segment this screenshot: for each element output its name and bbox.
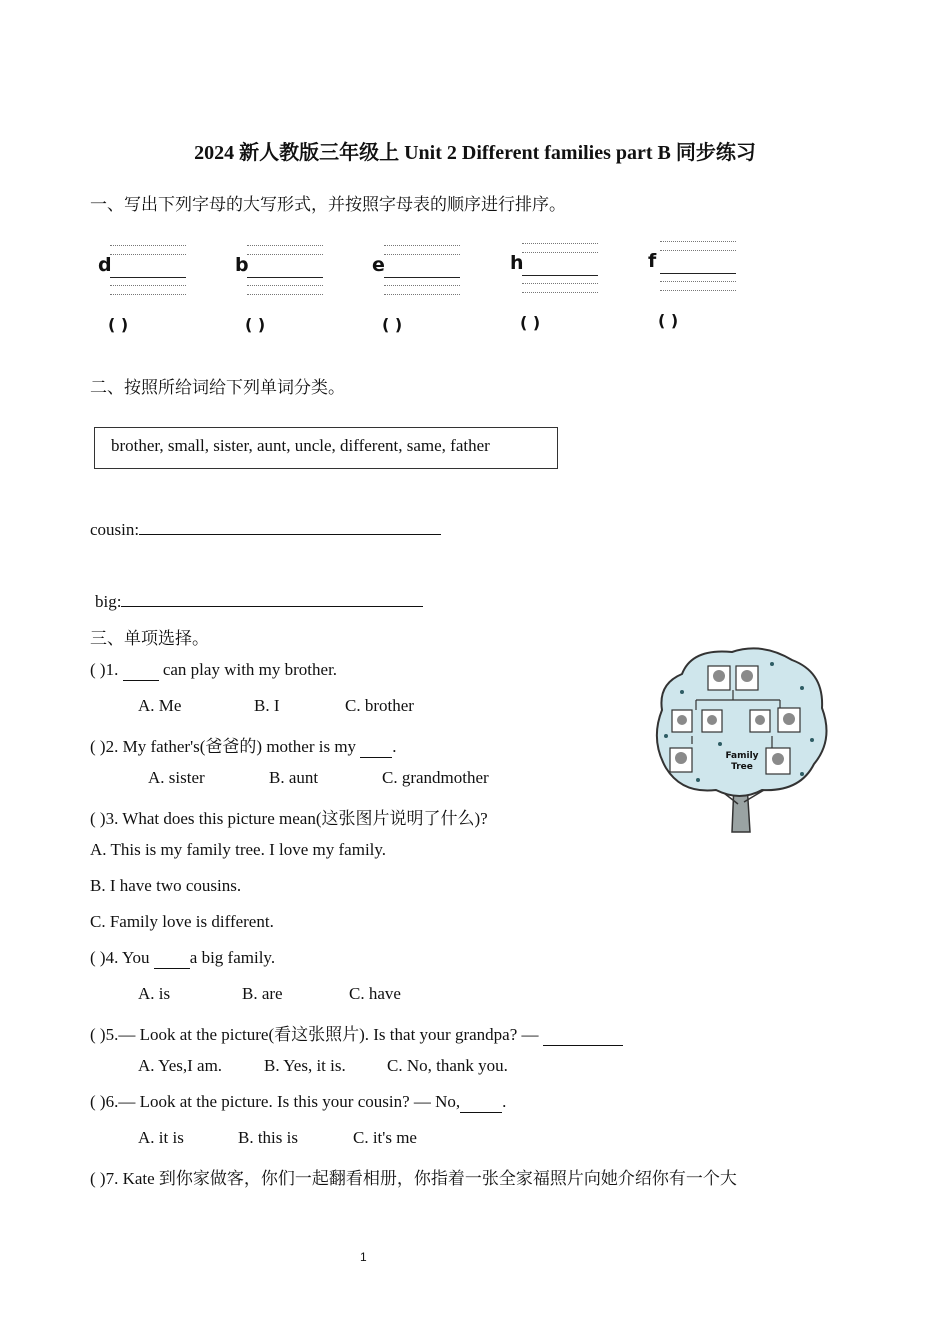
letter-item-h (506, 238, 616, 348)
category-big (95, 588, 423, 612)
question-text: 5.— Look at the picture(看这张照片). Is that your grandpa? — (105, 1025, 543, 1044)
question-4-options (138, 984, 401, 1004)
section2-heading: 二、按照所给词给下列单词分类。 (90, 378, 345, 397)
option-c: C. No, thank you. (387, 1056, 508, 1075)
answer-paren[interactable]: ( ) (658, 311, 679, 330)
section3-heading: 三、单项选择。 (90, 629, 209, 648)
answer-paren[interactable]: ( ) (90, 737, 106, 756)
tree-label-line1: Family (725, 751, 759, 761)
letter-item-f (644, 236, 754, 346)
question-6 (90, 1092, 506, 1113)
answer-blank[interactable] (123, 660, 159, 681)
question-4 (90, 948, 275, 969)
option-c: C. brother (345, 696, 414, 715)
option-a: A. Me (138, 696, 182, 715)
option-c: C. it's me (353, 1128, 417, 1147)
answer-paren[interactable]: ( ) (520, 313, 541, 332)
question-text: a big family. (189, 948, 276, 967)
tree-label-line2: Tree (731, 762, 753, 772)
category-cousin-label: cousin: (90, 520, 140, 539)
option-c: C. have (349, 984, 401, 1003)
word-box (94, 427, 558, 469)
option-b: B. I (254, 696, 280, 715)
category-cousin (90, 516, 441, 540)
question-2-options (148, 768, 489, 788)
question-7 (90, 1164, 737, 1189)
answer-paren[interactable]: ( ) (245, 315, 266, 334)
question-text: can play with my brother. (158, 660, 338, 679)
question-3 (90, 804, 488, 829)
answer-paren[interactable]: ( ) (90, 660, 106, 679)
option-b: B. I have two cousins. (90, 876, 242, 895)
category-big-label: big: (95, 592, 122, 611)
question-text: . (392, 737, 397, 756)
question-text: . (502, 1092, 507, 1111)
question-text: 7. Kate 到你家做客，你们一起翻看相册，你指着一张全家福照片向她介绍你有一个大 (105, 1169, 737, 1188)
option-c: C. Family love is different. (90, 912, 274, 931)
question-1 (90, 660, 337, 681)
page-number: 1 (360, 1250, 367, 1264)
option-b: B. Yes, it is. (264, 1056, 346, 1075)
question-5-options (138, 1056, 508, 1076)
option-b: B. aunt (269, 768, 319, 787)
question-6-options (138, 1128, 417, 1148)
option-a: A. is (138, 984, 171, 1003)
letter-glyph: e (372, 254, 385, 276)
letter-item-e (368, 240, 478, 350)
answer-paren[interactable]: ( ) (90, 1025, 106, 1044)
section1-heading: 一、写出下列字母的大写形式，并按照字母表的顺序进行排序。 (90, 195, 566, 214)
question-text: 1. (105, 660, 123, 679)
option-c: C. grandmother (382, 768, 489, 787)
option-a: A. This is my family tree. I love my family. (90, 840, 387, 859)
option-b: B. are (242, 984, 283, 1003)
answer-paren[interactable]: ( ) (382, 315, 403, 334)
answer-paren[interactable]: ( ) (90, 809, 106, 828)
question-text: 4. You (105, 948, 154, 967)
option-a: A. sister (148, 768, 205, 787)
option-a: A. it is (138, 1128, 184, 1147)
answer-blank[interactable] (360, 737, 392, 758)
letter-glyph: f (648, 250, 657, 272)
option-b: B. this is (238, 1128, 298, 1147)
word-box-text: brother, small, sister, aunt, uncle, different, same, father (111, 436, 490, 455)
letter-item-b (231, 240, 341, 350)
option-a: A. Yes,I am. (138, 1056, 223, 1075)
answer-blank[interactable] (460, 1092, 502, 1113)
page-title: 2024 新人教版三年级上 Unit 2 Different families part B 同步练习 (194, 142, 756, 164)
question-text: 3. What does this picture mean(这张图片说明了什么)? (105, 809, 488, 828)
letter-glyph: h (510, 252, 524, 274)
answer-blank[interactable] (154, 948, 190, 969)
letter-glyph: b (235, 254, 249, 276)
answer-paren[interactable]: ( ) (90, 1092, 106, 1111)
question-1-options (138, 696, 414, 716)
answer-paren[interactable]: ( ) (90, 948, 106, 967)
answer-paren[interactable]: ( ) (108, 315, 129, 334)
letter-item-d (94, 240, 204, 350)
question-5 (90, 1020, 623, 1046)
category-cousin-line[interactable] (139, 516, 441, 535)
answer-blank[interactable] (543, 1025, 623, 1046)
answer-paren[interactable]: ( ) (90, 1169, 106, 1188)
category-big-line[interactable] (121, 588, 423, 607)
question-text: 6.— Look at the picture. Is this your cousin? — No, (105, 1092, 461, 1111)
family-tree-picture (652, 644, 832, 834)
question-text: 2. My father's(爸爸的) mother is my (105, 737, 361, 756)
letter-glyph: d (98, 254, 112, 276)
question-2 (90, 732, 397, 758)
